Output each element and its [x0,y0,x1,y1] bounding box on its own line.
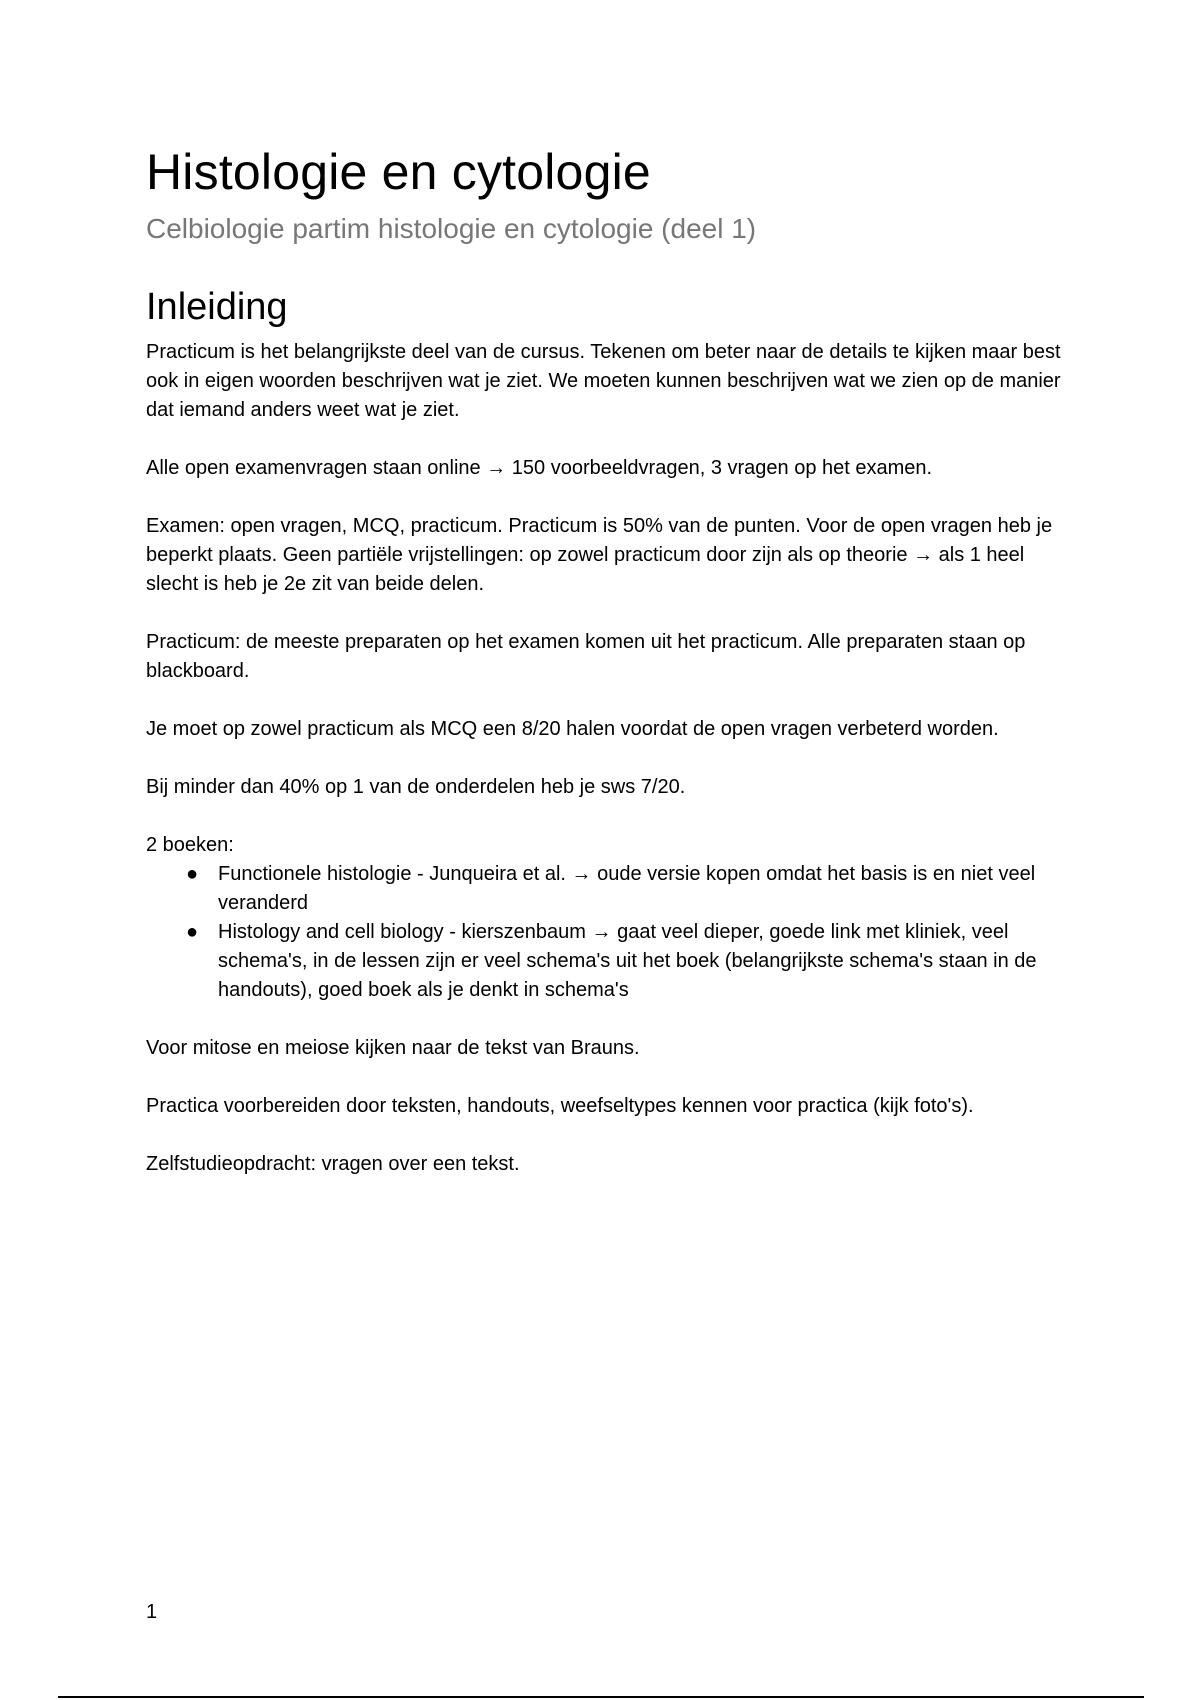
paragraph-practica-preparation: Practica voorbereiden door teksten, handouts, weefseltypes kennen voor practica (kijk foto's). [146,1095,974,1117]
section-heading-inleiding: Inleiding [146,286,288,328]
document-content [146,142,1076,1208]
books-intro: 2 boeken: [146,834,234,856]
bullet-icon: ● [186,921,199,943]
paragraph-open-exam-questions: Alle open examenvragen staan online → 150 voorbeeldvragen, 3 vragen op het examen. [146,457,933,479]
book-text-kierszenbaum: Histology and cell biology - kierszenbaum → gaat veel dieper, goede link met kliniek, veel schema's, in de lessen zijn er veel schema's uit het boek (belangrijkste schema's staan in de handouts), goed boek als je denkt in schema's [218,921,1037,1001]
paragraph-self-study: Zelfstudieopdracht: vragen over een tekst. [146,1153,520,1175]
paragraph-practicum-intro: Practicum is het belangrijkste deel van de cursus. Tekenen om beter naar de details te kijken maar best ook in eigen woorden beschrijven wat je ziet. We moeten kunnen beschrijven wat we zien op de manier dat iemand anders weet wat je ziet. [146,341,1061,421]
document-subtitle: Celbiologie partim histologie en cytologie (deel 1) [146,213,757,244]
document-title: Histologie en cytologie [146,144,651,200]
paragraph-exam-format: Examen: open vragen, MCQ, practicum. Practicum is 50% van de punten. Voor de open vragen heb je beperkt plaats. Geen partiële vrijstellingen: op zowel practicum door zijn als op theorie → als 1 heel slecht is heb je 2e zit van beide delen. [146,515,1053,595]
paragraph-mitosis-meiosis: Voor mitose en meiose kijken naar de tekst van Brauns. [146,1037,640,1059]
footer-divider [58,1696,1144,1698]
book-list [146,860,1076,1005]
paragraph-practicum-preparations: Practicum: de meeste preparaten op het examen komen uit het practicum. Alle preparaten staan op blackboard. [146,631,1026,682]
page-number: 1 [146,1601,158,1623]
list-item [146,918,1076,1005]
list-item [146,860,1076,918]
paragraph-below-forty-percent: Bij minder dan 40% op 1 van de onderdelen heb je sws 7/20. [146,776,686,798]
paragraph-minimum-score: Je moet op zowel practicum als MCQ een 8/20 halen voordat de open vragen verbeterd worden. [146,718,999,740]
bullet-icon: ● [186,863,199,885]
book-text-junqueira: Functionele histologie - Junqueira et al. → oude versie kopen omdat het basis is en niet veel veranderd [218,863,1036,914]
